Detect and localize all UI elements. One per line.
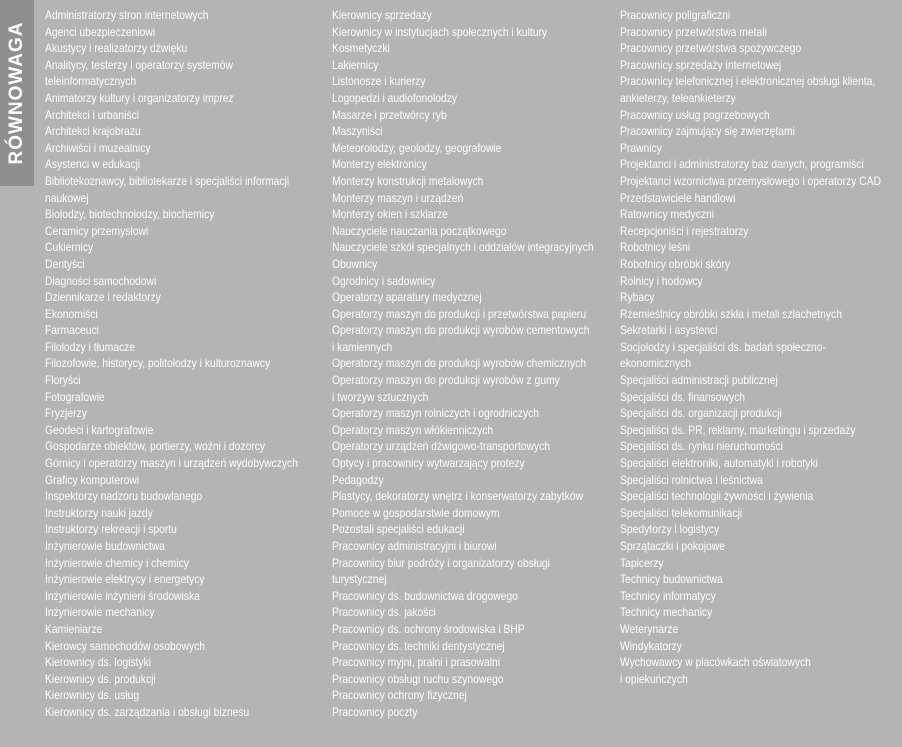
section-label: RÓWNOWAGA	[6, 21, 27, 165]
occupation-item: Asystenci w edukacji	[45, 157, 141, 172]
occupation-item: Biolodzy, biotechnolodzy, biochemicy	[45, 207, 215, 222]
occupation-item: Gospodarze obiektów, portierzy, woźni i dozorcy	[45, 439, 266, 454]
occupation-item: Tapicerzy	[620, 555, 664, 570]
occupation-item: Monterzy maszyn i urządzeń	[332, 190, 464, 205]
occupation-item: Rolnicy i hodowcy	[620, 273, 703, 288]
occupation-item: Pracownicy przetwórstwa metali	[620, 24, 767, 39]
occupation-item: Specjaliści technologii żywności i żywienia	[620, 489, 814, 504]
occupation-item: Fotografowie	[45, 389, 105, 404]
occupation-item: Farmaceuci	[45, 323, 99, 338]
occupation-item: Pracownicy administracyjni i biurowi	[332, 539, 497, 553]
occupation-item: Kierownicy ds. logistyki	[45, 655, 152, 670]
occupation-item: i tworzyw sztucznych	[332, 389, 429, 404]
occupation-item: Dziennikarze i redaktorzy	[45, 290, 161, 305]
occupation-item: Pracownicy obsługi ruchu szynowego	[332, 671, 504, 686]
occupation-item: Projektanci i administratorzy baz danych, programiści	[620, 157, 864, 172]
occupation-item: Technicy mechanicy	[620, 605, 713, 620]
occupation-item: Bibliotekoznawcy, bibliotekarze i specjaliści informacji	[45, 173, 290, 188]
occupation-item: Operatorzy maszyn do produkcji wyrobów z gumy	[332, 373, 560, 388]
occupation-item: Kierownicy ds. produkcji	[45, 671, 156, 686]
occupation-item: Specjaliści ds. rynku nieruchomości	[620, 439, 783, 454]
occupation-item: Operatorzy maszyn włókienniczych	[332, 422, 494, 437]
occupation-item: Pracownicy poligraficzni	[620, 8, 731, 22]
occupation-item: Architekci krajobrazu	[45, 124, 141, 139]
occupation-item: Ceramicy przemysłowi	[45, 223, 149, 238]
occupation-item: Pracownicy usług pogrzebowych	[620, 107, 770, 122]
occupation-item: Pracownicy sprzedaży internetowej	[620, 57, 782, 72]
occupation-item: Inżynierowie chemicy i chemicy	[45, 555, 189, 570]
occupation-item: Specjaliści ds. PR, reklamy, marketingu i sprzedaży	[620, 422, 856, 437]
occupation-column-1	[45, 7, 298, 721]
occupation-item: Projektanci wzornictwa przemysłowego i operatorzy CAD	[620, 173, 881, 188]
occupation-item: Prawnicy	[620, 140, 662, 155]
occupation-item: Pozostali specjaliści edukacji	[332, 522, 465, 537]
occupation-item: Monterzy elektronicy	[332, 157, 427, 172]
occupation-item: Kosmetyczki	[332, 41, 390, 56]
occupation-item: Obuwnicy	[332, 256, 378, 271]
occupation-item: Technicy budownictwa	[620, 572, 723, 587]
occupation-item: Socjolodzy i specjaliści ds. badań społeczno-	[620, 339, 826, 354]
occupation-item: Lakiernicy	[332, 57, 379, 72]
occupation-item: ankieterzy, teleankieterzy	[620, 90, 736, 105]
occupation-item: Weterynarze	[620, 621, 679, 636]
occupation-item: Filolodzy i tłumacze	[45, 339, 136, 354]
occupation-item: Agenci ubezpieczeniowi	[45, 24, 156, 39]
occupation-item: Inżynierowie budownictwa	[45, 539, 165, 553]
occupation-item: Inspektorzy nadzoru budowlanego	[45, 489, 203, 504]
occupation-item: Operatorzy maszyn rolniczych i ogrodniczych	[332, 406, 540, 421]
occupation-item: Monterzy okien i szklarze	[332, 207, 448, 222]
occupation-item: Filozofowie, historycy, politolodzy i kulturoznawcy	[45, 356, 271, 371]
occupation-item: Inżynierowie mechanicy	[45, 605, 155, 620]
occupation-item: Pracownicy zajmujący się zwierzętami	[620, 124, 795, 139]
occupation-item: Pracownicy ds. ochrony środowiska i BHP	[332, 621, 525, 636]
occupation-item: Masarze i przetwórcy ryb	[332, 107, 447, 122]
occupation-item: Pracownicy ds. budownictwa drogowego	[332, 588, 518, 603]
occupation-item: i kamiennych	[332, 339, 393, 354]
occupation-item: Animatorzy kultury i organizatorzy imprez	[45, 90, 234, 105]
occupation-item: Fryzjerzy	[45, 406, 87, 421]
occupation-item: Wychowawcy w placówkach oświatowych	[620, 655, 811, 670]
occupation-item: Pedagodzy	[332, 472, 384, 487]
occupation-item: Specjaliści elektroniki, automatyki i robotyki	[620, 456, 818, 471]
occupation-item: Specjaliści ds. organizacji produkcji	[620, 406, 782, 421]
occupation-item: Geodeci i kartografowie	[45, 422, 154, 437]
occupation-item: Specjaliści rolnictwa i leśnictwa	[620, 472, 763, 487]
occupation-item: Architekci i urbaniści	[45, 107, 140, 122]
occupation-item: Administratorzy stron internetowych	[45, 8, 209, 22]
occupation-item: Operatorzy maszyn do produkcji wyrobów cementowych	[332, 323, 590, 338]
occupation-item: Ogrodnicy i sadownicy	[332, 273, 436, 288]
occupation-item: Specjaliści telekomunikacji	[620, 505, 743, 520]
occupation-item: i opiekuńczych	[620, 671, 688, 686]
occupation-item: Pomoce w gospodarstwie domowym	[332, 505, 500, 520]
occupation-item: Plastycy, dekoratorzy wnętrz i konserwatorzy zabytków	[332, 489, 584, 504]
occupation-item: Windykatorzy	[620, 638, 682, 653]
occupation-item: Listonosze i kurierzy	[332, 74, 426, 89]
occupation-item: Inżynierowie elektrycy i energetycy	[45, 572, 205, 587]
occupation-item: ekonomicznych	[620, 356, 692, 371]
occupation-item: Górnicy i operatorzy maszyn i urządzeń wydobywczych	[45, 456, 298, 471]
occupation-item: Pracownicy myjni, pralni i prasowalni	[332, 655, 501, 670]
occupation-item: naukowej	[45, 190, 89, 205]
occupation-item: Operatorzy urządzeń dźwigowo-transportowych	[332, 439, 550, 454]
occupation-item: Kamieniarze	[45, 621, 103, 636]
occupation-item: Kierownicy ds. usług	[45, 688, 140, 703]
section-tab	[0, 0, 34, 186]
occupation-item: Maszyniści	[332, 124, 383, 139]
occupation-item: turystycznej	[332, 572, 387, 587]
occupation-item: Technicy informatycy	[620, 588, 716, 603]
occupation-item: Logopedzi i audiofonolodzy	[332, 90, 458, 105]
occupation-item: Kierownicy w instytucjach społecznych i kultury	[332, 24, 548, 39]
occupation-item: Operatorzy aparatury medycznej	[332, 290, 482, 305]
occupation-item: Pracownicy ds. techniki dentystycznej	[332, 638, 505, 653]
occupation-item: Pracownicy ds. jakości	[332, 605, 436, 620]
occupation-item: Sekretarki i asystenci	[620, 323, 718, 338]
occupation-item: Ekonomiści	[45, 306, 98, 321]
occupation-item: Dentyści	[45, 256, 85, 271]
occupation-item: Spedytorzy i logistycy	[620, 522, 720, 537]
occupation-item: Nauczyciele szkół specjalnych i oddziałów integracyjnych	[332, 240, 594, 255]
occupation-item: Pracownicy telefonicznej i elektronicznej obsługi klienta,	[620, 74, 876, 89]
occupation-item: Rybacy	[620, 290, 655, 305]
occupation-item: Meteorolodzy, geolodzy, geografowie	[332, 140, 502, 155]
occupation-item: Pracownicy biur podróży i organizatorzy obsługi	[332, 555, 550, 570]
occupation-item: Kierowcy samochodów osobowych	[45, 638, 206, 653]
occupation-item: Pracownicy poczty	[332, 704, 418, 719]
occupation-item: Robotnicy obróbki skóry	[620, 256, 731, 271]
occupation-item: Graficy komputerowi	[45, 472, 140, 487]
occupation-item: Instruktorzy nauki jazdy	[45, 505, 153, 520]
occupation-item: Nauczyciele nauczania początkowego	[332, 223, 507, 238]
occupation-item: Ratownicy medyczni	[620, 207, 715, 222]
occupation-item: Operatorzy maszyn do produkcji i przetwórstwa papieru	[332, 306, 587, 321]
occupation-item: Kierownicy ds. zarządzania i obsługi biznesu	[45, 704, 250, 719]
occupation-item: Operatorzy maszyn do produkcji wyrobów chemicznych	[332, 356, 587, 371]
occupation-item: Robotnicy leśni	[620, 240, 690, 255]
occupation-item: Analitycy, testerzy i operatorzy systemów	[45, 57, 233, 72]
occupation-item: Cukiernicy	[45, 240, 94, 255]
occupation-item: Pracownicy ochrony fizycznej	[332, 688, 467, 703]
occupation-item: teleinformatycznych	[45, 74, 137, 89]
occupation-item: Specjaliści ds. finansowych	[620, 389, 746, 404]
occupation-item: Archiwiści i muzealnicy	[45, 140, 151, 155]
occupation-column-3	[620, 7, 881, 687]
occupation-item: Optycy i pracownicy wytwarzający protezy	[332, 456, 525, 471]
occupation-item: Przedstawiciele handlowi	[620, 190, 736, 205]
occupation-column-2	[332, 7, 594, 721]
occupation-item: Inżynierowie inżynierii środowiska	[45, 588, 200, 603]
occupation-item: Floryści	[45, 373, 81, 388]
occupation-item: Monterzy konstrukcji metalowych	[332, 173, 484, 188]
occupation-item: Instruktorzy rekreacji i sportu	[45, 522, 177, 537]
occupation-item: Specjaliści administracji publicznej	[620, 373, 778, 388]
occupation-item: Pracownicy przetwórstwa spożywczego	[620, 41, 802, 56]
occupation-item: Akustycy i realizatorzy dźwięku	[45, 41, 188, 56]
occupation-item: Recepcjoniści i rejestratorzy	[620, 223, 749, 238]
occupation-item: Diagności samochodowi	[45, 273, 157, 288]
occupation-item: Kierownicy sprzedaży	[332, 8, 432, 22]
occupation-item: Rzemieślnicy obróbki szkła i metali szlachetnych	[620, 306, 842, 321]
occupation-item: Sprzątaczki i pokojowe	[620, 539, 725, 553]
